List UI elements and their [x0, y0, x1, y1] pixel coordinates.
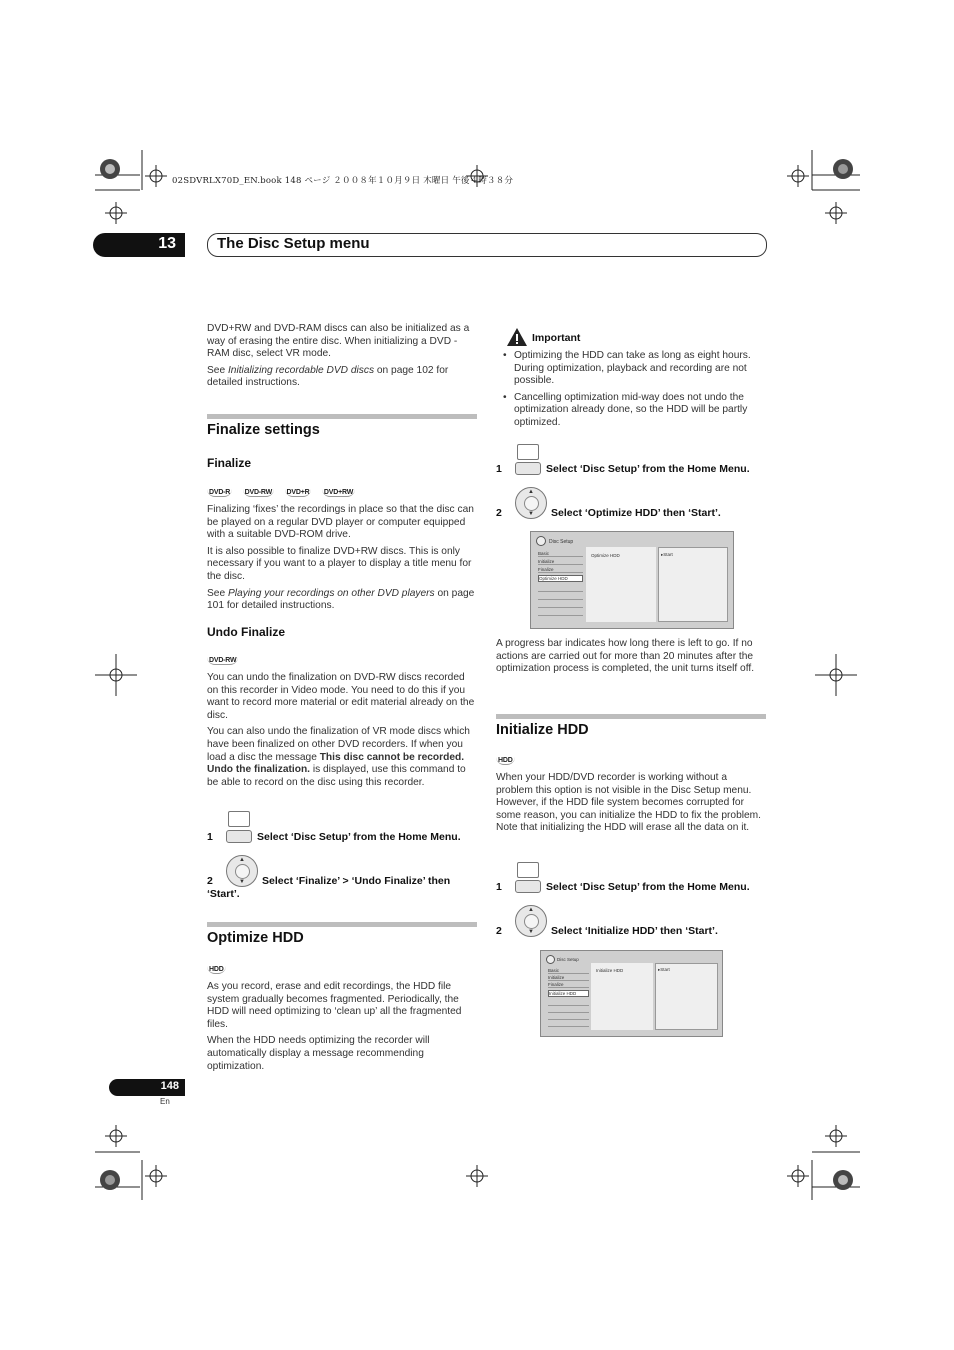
- page-language: En: [160, 1097, 170, 1106]
- home-menu-button-icon: [517, 862, 539, 878]
- screen-menu-finalize: Finalize: [548, 982, 589, 988]
- home-button-icon: [226, 830, 252, 843]
- screen-menu-empty: [548, 1021, 589, 1027]
- screen-menu-finalize: Finalize: [538, 567, 583, 573]
- dpad-icon: ▲ ▼: [226, 855, 258, 887]
- optimize-paragraph-2: When the HDD needs optimizing the recorder will automatically display a message recommending optimization.: [207, 1035, 430, 1072]
- screen-center-panel: [591, 963, 653, 1030]
- section-rule: [207, 414, 477, 419]
- optimize-disc-badges: [207, 958, 232, 976]
- finalize-paragraph-1: Finalizing ‘fixes’ the recordings in place so that the disc can be played on a regular DVD player or computer equipped with a suitable DVD-ROM drive.: [207, 504, 474, 541]
- screen-title: Disc Setup: [557, 957, 579, 962]
- page-number-tab: [109, 1079, 185, 1096]
- screen-center-panel: [586, 547, 656, 622]
- initialize-step-2-number: 2: [496, 925, 502, 937]
- undo-step-1-number: 1: [207, 831, 213, 843]
- screen-menu-initialize: Initialize: [538, 559, 583, 565]
- finalize-disc-badges: [207, 481, 361, 499]
- undo-disc-badges: [207, 649, 244, 667]
- important-notes: [496, 350, 766, 434]
- screen-center-label: Optimize HDD: [591, 553, 620, 558]
- screen-menu-empty: [548, 1014, 589, 1020]
- important-label: Important: [532, 332, 581, 344]
- page-number: 148: [160, 1080, 179, 1092]
- screen-menu-empty: [548, 1007, 589, 1013]
- initialize-step-1-number: 1: [496, 881, 502, 893]
- optimize-step-2: Select ‘Optimize HDD’ then ‘Start’.: [551, 507, 721, 519]
- optimize-step-2-number: 2: [496, 507, 502, 519]
- screen-menu-empty: [538, 593, 583, 600]
- home-button-icon: [515, 880, 541, 893]
- screen-right-panel: [655, 963, 718, 1030]
- undo-step-1: Select ‘Disc Setup’ from the Home Menu.: [257, 831, 461, 843]
- home-menu-button-icon: [517, 444, 539, 460]
- optimize-step-1-number: 1: [496, 463, 502, 475]
- disc-badge-hdd: HDD: [209, 966, 224, 973]
- screen-menu-initialize-hdd: Initialize HDD: [548, 990, 589, 997]
- optimize-text: [207, 981, 477, 1077]
- intro-paragraph-1: DVD+RW and DVD-RAM discs can also be initialized as a way of erasing the entire disc. When initializing a DVD -RAM disc, select VR mode.: [207, 323, 470, 360]
- finalize-paragraph-2: It is also possible to finalize DVD+RW discs. This is only necessary if you want to a player to display a title menu for the disc.: [207, 545, 472, 582]
- important-bullet-1: • Optimizing the HDD can take as long as eight hours. During optimization, playback and recording are not possible.: [514, 350, 766, 388]
- dpad-icon: ▲ ▼: [515, 487, 547, 519]
- initialize-hdd-text: When your HDD/DVD recorder is working without a problem this option is not visible in the Disc Setup menu. However, if the HDD file system becomes corrupted for some reason, you can initialize the HDD to fix the problem. Note that initializing the HDD will erase all the data on it.: [496, 772, 761, 834]
- initialize-disc-badges: [496, 749, 521, 767]
- undo-finalize-heading: Undo Finalize: [207, 625, 285, 639]
- disc-badge-dvd-r: DVD-R: [209, 489, 231, 496]
- optimize-step-1: Select ‘Disc Setup’ from the Home Menu.: [546, 463, 750, 475]
- screen-menu-initialize: Initialize: [548, 975, 589, 981]
- undo-paragraph-2: You can also undo the finalization of VR mode discs which have been finalized on other DVD recorders. If when you load a disc the message This disc cannot be recorded. Undo the finalization. is displayed, use this command to be able to record on the disc using this recorder.: [207, 726, 470, 788]
- screen-title: Disc Setup: [549, 539, 574, 545]
- optimize-hdd-heading: Optimize HDD: [207, 930, 304, 946]
- screen-center-label: Initialize HDD: [596, 968, 624, 973]
- screen-menu-empty: [548, 1000, 589, 1006]
- undo-step-2-line1: Select ‘Finalize’ > ‘Undo Finalize’ then: [262, 875, 451, 887]
- finalize-text: [207, 504, 477, 617]
- optimize-paragraph-1: As you record, erase and edit recordings, the HDD file system gradually becomes fragmented. Periodically, the HDD will need optimizing to ‘clean up’ all the fragmented files.: [207, 981, 462, 1030]
- undo-paragraph-1: You can undo the finalization on DVD-RW discs recorded on this recorder in Video mode. You need to do this if you want to record more material or edit material already on the disc.: [207, 672, 475, 721]
- disc-badge-dvd-plus-rw: DVD+RW: [323, 489, 354, 496]
- initialize-step-2: Select ‘Initialize HDD’ then ‘Start’.: [551, 925, 718, 937]
- home-button-icon: [515, 462, 541, 475]
- undo-step-2-line2: ‘Start’.: [207, 888, 240, 900]
- initialize-hdd-heading: Initialize HDD: [496, 722, 589, 738]
- intro-block: [207, 323, 477, 394]
- screen-start-option: ▸Start: [661, 552, 673, 557]
- disc-badge-dvd-rw: DVD-RW: [244, 489, 273, 496]
- screen-menu-basic: Basic: [548, 968, 589, 974]
- chapter-title-bar: [207, 233, 767, 257]
- undo-finalize-text: [207, 672, 477, 793]
- screen-menu-empty: [538, 585, 583, 592]
- screen-start-option: ▸Start: [658, 967, 670, 972]
- undo-step-2-number: 2: [207, 875, 213, 887]
- chapter-title: The Disc Setup menu: [217, 235, 370, 252]
- initialize-step-1: Select ‘Disc Setup’ from the Home Menu.: [546, 881, 750, 893]
- screen-right-panel: [658, 547, 728, 622]
- finalize-paragraph-3: See Playing your recordings on other DVD players on page 101 for detailed instructions.: [207, 587, 475, 612]
- chapter-number: 13: [158, 235, 176, 252]
- dpad-icon: ▲ ▼: [515, 905, 547, 937]
- screen-menu-empty: [538, 601, 583, 608]
- screen-menu-basic: Basic: [538, 551, 583, 557]
- disc-setup-screen-optimize: [530, 531, 734, 629]
- disc-badge-dvd-plus-r: DVD+R: [286, 489, 310, 496]
- disc-badge-hdd: HDD: [498, 757, 513, 764]
- disc-setup-icon: [536, 536, 546, 546]
- section-rule: [496, 714, 766, 719]
- disc-setup-icon: [546, 955, 555, 964]
- progress-note: A progress bar indicates how long there is left to go. If no actions are carried out for more than 20 minutes after the optimization process is completed, the unit turns itself off.: [496, 638, 755, 675]
- chapter-tab: [93, 233, 185, 257]
- disc-badge-dvd-rw: DVD-RW: [209, 657, 237, 664]
- intro-paragraph-2: See Initializing recordable DVD discs on page 102 for detailed instructions.: [207, 364, 449, 389]
- print-header: 02SDVRLX70D_EN.book 148 ページ ２００８年１０月９日 木曜日 午後４時３８分: [172, 176, 514, 186]
- important-bullet-2: • Cancelling optimization mid-way does not undo the optimization already done, so the HDD will be partly optimized.: [514, 392, 766, 430]
- home-menu-button-icon: [228, 811, 250, 827]
- screen-menu-empty: [538, 609, 583, 616]
- screen-menu-optimize-hdd: Optimize HDD: [538, 575, 583, 582]
- finalize-heading: Finalize: [207, 456, 252, 470]
- disc-setup-screen-initialize: [540, 950, 723, 1037]
- finalize-settings-heading: Finalize settings: [207, 422, 320, 438]
- warning-icon: [506, 327, 528, 347]
- section-rule: [207, 922, 477, 927]
